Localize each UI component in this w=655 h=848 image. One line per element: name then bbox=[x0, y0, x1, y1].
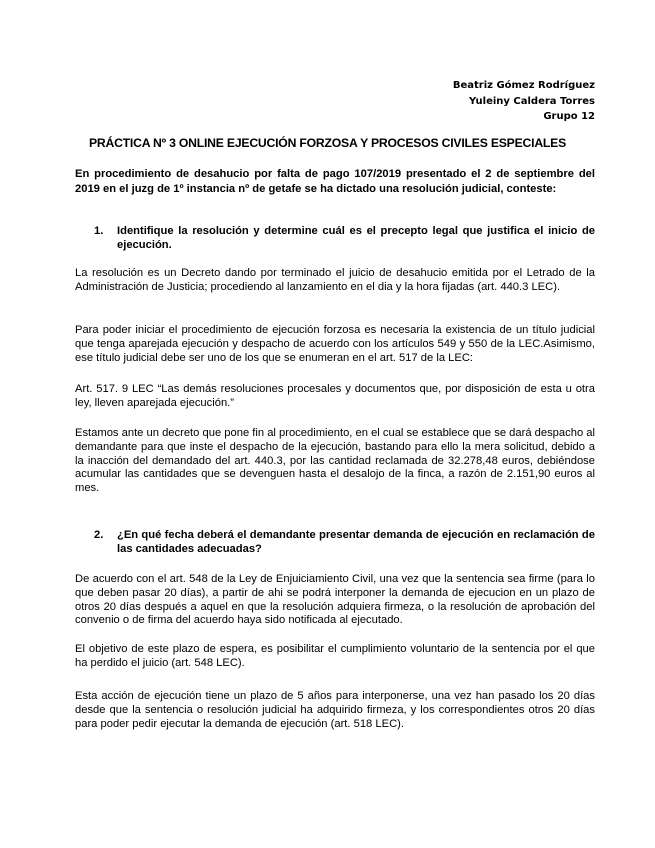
intro-paragraph: En procedimiento de desahucio por falta de pago 107/2019 presentado el 2 de septiembre del 2019 en el juzg de 1º instancia nº de getafe se ha dictado una resolución judicial, conteste: bbox=[75, 168, 595, 195]
author-block bbox=[453, 78, 595, 125]
question-1 bbox=[94, 224, 595, 253]
question-text: ¿En qué fecha deberá el demandante presentar demanda de ejecución en reclamación de las cantidades adecuadas? bbox=[117, 529, 595, 556]
author-name: Yuleiny Caldera Torres bbox=[469, 95, 595, 107]
answer-paragraph: La resolución es un Decreto dando por terminado el juicio de desahucio emitida por el Letrado de la Administración de Justicia; procediendo al lanzamiento en el dia y la hora fijadas (art. 440.3 LEC). bbox=[75, 267, 595, 293]
answer-paragraph: Estamos ante un decreto que pone fin al procedimiento, en el cual se establece que se dará despacho al demandante para que inste el despacho de la ejecución, bastando para ello la mera solicitud, debido a la inacción del demandado del art. 440.3, por las cantidad reclamada de 32.278,48 euros, debiéndose acumular las cantidades que se devenguen hasta el desalojo de la finca, a razón de 2.151,90 euros al mes. bbox=[75, 427, 595, 495]
answer-paragraph: Para poder iniciar el procedimiento de ejecución forzosa es necesaria la existencia de un título judicial que tenga aparejada ejecución y despacho de acuerdo con los artículos 549 y 550 de la LEC.Asimismo, ese título judicial debe ser uno de los que se enumeran en el art. 517 de la LEC: bbox=[75, 324, 595, 364]
document-title: PRÁCTICA Nº 3 ONLINE EJECUCIÓN FORZOSA Y PROCESOS CIVILES ESPECIALES bbox=[88, 136, 567, 150]
question-number: 2. bbox=[94, 529, 104, 541]
answer-paragraph: Esta acción de ejecución tiene un plazo de 5 años para interponerse, una vez han pasado los 20 días desde que la sentencia o resolución judicial ha adquirido firmeza, y los correspondientes otros 20 días para poder pedir ejecutar la demanda de ejecución (art. 518 LEC). bbox=[75, 690, 595, 730]
answer-paragraph: Art. 517. 9 LEC “Las demás resoluciones procesales y documentos que, por disposición de esta u otra ley, lleven aparejada ejecución.” bbox=[75, 383, 595, 409]
author-name: Beatriz Gómez Rodríguez bbox=[452, 80, 595, 91]
question-text: Identifique la resolución y determine cuál es el precepto legal que justifica el inicio de ejecución. bbox=[117, 225, 595, 252]
question-2 bbox=[94, 528, 595, 557]
group-label: Grupo 12 bbox=[543, 111, 595, 122]
question-number: 1. bbox=[94, 225, 104, 237]
answer-paragraph: De acuerdo con el art. 548 de la Ley de Enjuiciamiento Civil, una vez que la sentencia sea firme (para lo que deben pasar 20 días), a partir de ahi se podrá interponer la demanda de ejecucion en un plazo de otros 20 días después a aquel en que la resolución adquiera firmeza, o la resolución de aprobación del convenio o de firma del acuerdo haya sido notificada al ejecutado. bbox=[75, 573, 595, 627]
answer-paragraph: El objetivo de este plazo de espera, es posibilitar el cumplimiento voluntario de la sentencia por el que ha perdido el juicio (art. 548 LEC). bbox=[75, 643, 595, 669]
